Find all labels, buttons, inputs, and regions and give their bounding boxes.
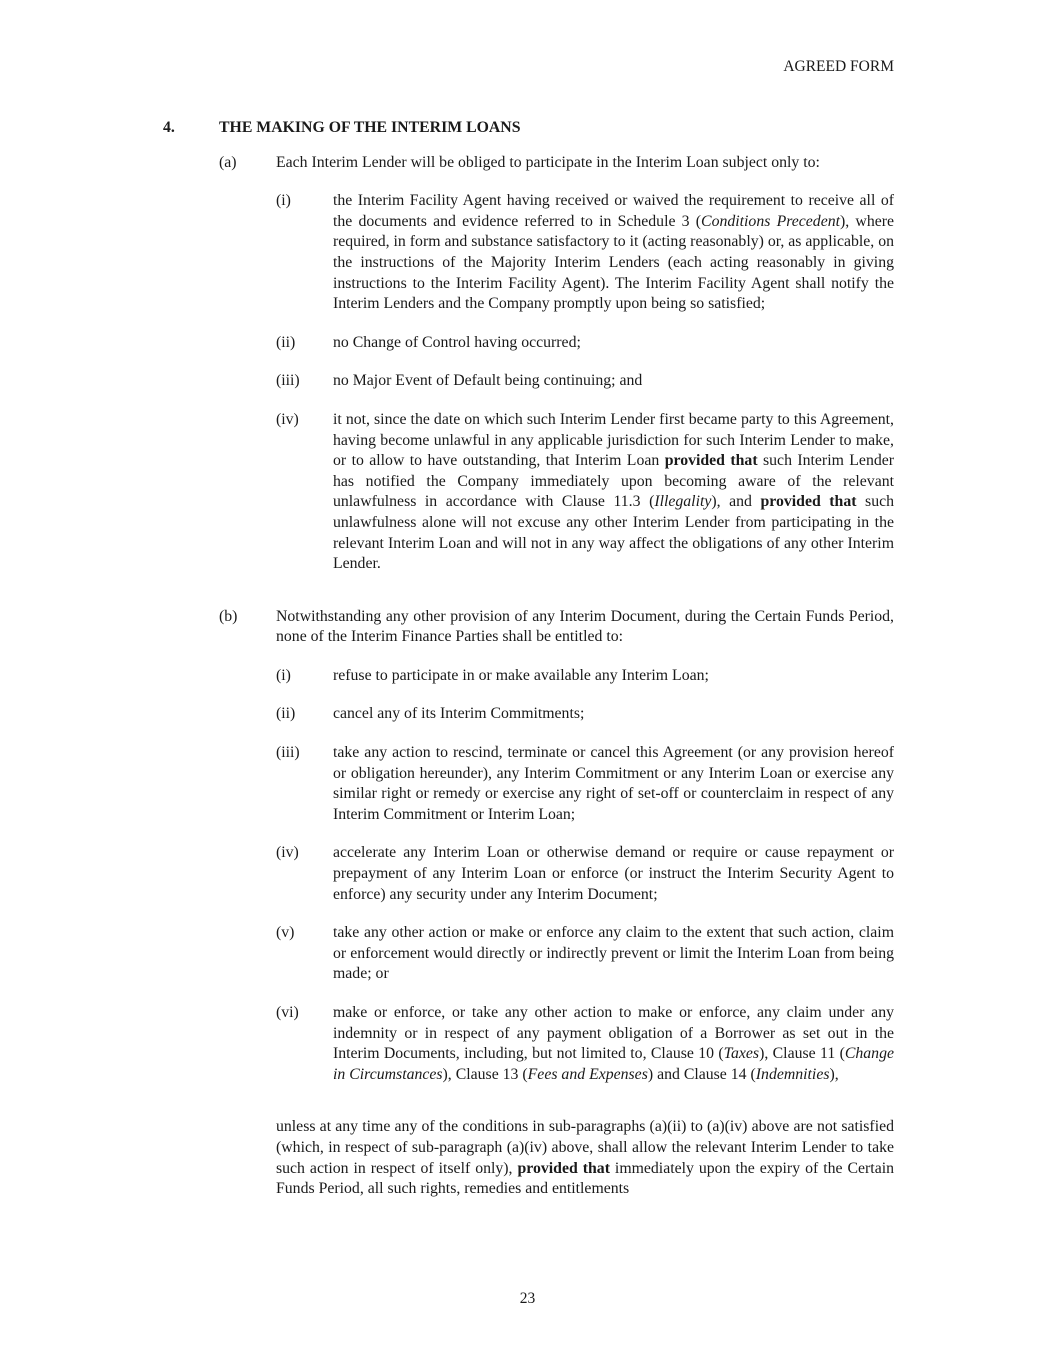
- section-title: THE MAKING OF THE INTERIM LOANS: [219, 119, 521, 136]
- sub-item-label: (ii): [276, 705, 296, 723]
- paragraph-b: [219, 607, 894, 1104]
- sub-item-b-iii: [276, 743, 894, 825]
- section-heading: [163, 118, 894, 139]
- sub-item-label: (iii): [276, 744, 300, 762]
- sub-item-label: (iii): [276, 372, 300, 390]
- sub-item-b-v: [276, 923, 894, 985]
- sub-item-text: no Change of Control having occurred;: [333, 333, 581, 351]
- sub-item-a-ii: [276, 333, 894, 354]
- paragraph-b-intro: Notwithstanding any other provision of any Interim Document, during the Certain Funds Period, none of the Interim Finance Parties shall be entitled to:: [276, 607, 894, 646]
- sub-item-label: (ii): [276, 333, 296, 351]
- sub-item-text: take any other action or make or enforce any claim to the extent that such action, claim or enforcement would directly or indirectly prevent or limit the Interim Loan from being made; or: [333, 924, 894, 983]
- sub-item-text: accelerate any Interim Loan or otherwise demand or require or cause repayment or prepayment of any Interim Loan or enforce (or instruct the Interim Security Agent to enforce) any security under any Interim Document;: [333, 844, 894, 903]
- sub-item-text: cancel any of its Interim Commitments;: [333, 705, 585, 723]
- sub-item-label: (i): [276, 666, 291, 684]
- paragraph-a-intro: Each Interim Lender will be obliged to participate in the Interim Loan subject only to:: [276, 153, 820, 171]
- sub-item-label: (i): [276, 192, 291, 210]
- sub-item-text: refuse to participate in or make available any Interim Loan;: [333, 666, 709, 684]
- paragraph-a: [219, 153, 894, 593]
- sub-item-b-vi: [276, 1003, 894, 1085]
- agreed-form-header: AGREED FORM: [783, 58, 894, 75]
- sub-item-text: no Major Event of Default being continuing; and: [333, 372, 643, 390]
- sub-item-text: make or enforce, or take any other action to make or enforce, any claim under any indemnity or in respect of any payment obligation of a Borrower as set out in the Interim Documents, including, but not limited to, Clause 10 (Taxes), Clause 11 (Change in Circumstances), Clause 13 (Fees and Expenses) and Clause 14 (Indemnities),: [333, 1004, 894, 1083]
- sub-item-label: (iv): [276, 844, 299, 862]
- sub-item-text: the Interim Facility Agent having received or waived the requirement to receive all of the documents and evidence referred to in Schedule 3 (Conditions Precedent), where required, in form and substance satisfactory to it (acting reasonably) or, as applicable, on the instructions of the Majority Interim Lenders (each acting reasonably in giving instructions to the Interim Facility Agent). The Interim Facility Agent shall notify the Interim Lenders and the Company promptly upon being so satisfied;: [333, 192, 895, 313]
- sub-item-label: (vi): [276, 1004, 299, 1021]
- sub-item-b-iv: [276, 843, 894, 905]
- paragraph-label: (b): [219, 607, 238, 625]
- sub-item-a-iv: [276, 410, 894, 575]
- sub-item-a-i: [276, 191, 894, 315]
- sub-item-text: take any action to rescind, terminate or cancel this Agreement (or any provision hereof or obligation hereunder), any Interim Commitment or any Interim Loan or exercise any similar right or remedy or exercise any right of set-off or counterclaim in respect of any Interim Commitment or Interim Loan;: [333, 744, 894, 823]
- sub-item-b-ii: [276, 704, 894, 725]
- sub-item-a-iii: [276, 371, 894, 392]
- sub-item-label: (v): [276, 924, 295, 942]
- paragraph-label: (a): [219, 153, 237, 171]
- section-4: [163, 118, 894, 1200]
- page-number: 23: [519, 1290, 536, 1307]
- sub-item-b-i: [276, 666, 894, 687]
- section-number: 4.: [163, 119, 175, 136]
- sub-item-text: it not, since the date on which such Interim Lender first became party to this Agreement, having become unlawful in any applicable jurisdiction for such Interim Lender to make, or to allow to have outstanding, that Interim Loan provided that such Interim Lender has notified the Company immediately upon becoming aware of the relevant unlawfulness in accordance with Clause 11.3 (Illegality), and provided that such unlawfulness alone will not excuse any other Interim Lender from participating in the relevant Interim Loan and will not in any way affect the obligations of any other Interim Lender.: [333, 410, 895, 573]
- closing-paragraph: unless at any time any of the conditions in sub-paragraphs (a)(ii) to (a)(iv) above are not satisfied (which, in respect of sub-paragraph (a)(iv) above, shall allow the relevant Interim Lender to take such action in respect of itself only), provided that immediately upon the expiry of the Certain Funds Period, all such rights, remedies and entitlements: [276, 1118, 894, 1198]
- sub-item-label: (iv): [276, 410, 299, 428]
